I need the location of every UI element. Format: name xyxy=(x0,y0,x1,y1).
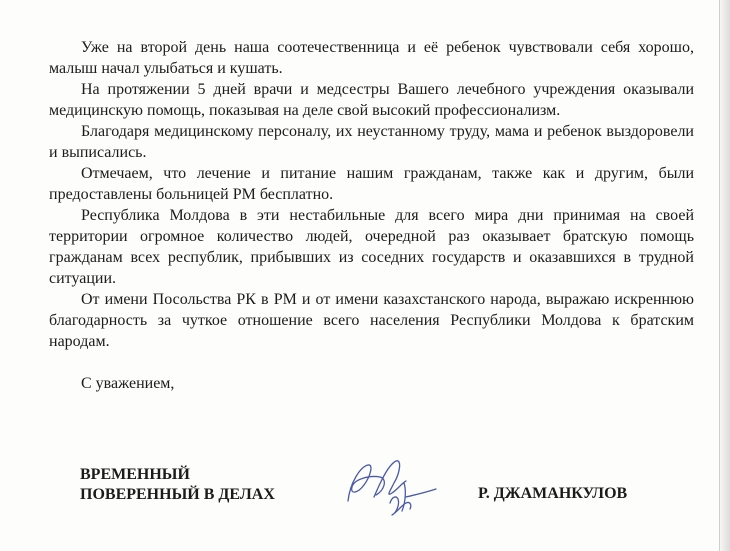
paragraph: От имени Посольства РК в РМ и от имени казахстанского народа, выражаю искреннюю благодарность за чуткое отношение всего населения Республики Молдова к братским народам. xyxy=(49,291,694,350)
letter-body xyxy=(49,37,694,394)
paragraph: Республика Молдова в эти нестабильные для всего мира дни принимая на своей территории огромное количество людей, очередной раз оказывает братскую помощь гражданам всех республик, прибывших из соседних государств и оказавшихся в трудной ситуации. xyxy=(49,207,694,287)
closing-salutation: С уважением, xyxy=(81,375,175,392)
handwritten-signature xyxy=(340,453,440,523)
paragraph: На протяжении 5 дней врачи и медсестры Вашего лечебного учреждения оказывали медицинскую помощь, показывая на деле свой высокий профессионализм. xyxy=(49,81,694,119)
signer-title xyxy=(80,465,275,505)
paragraph: Отмечаем, что лечение и питание нашим гражданам, также как и другим, были предоставлены больницей РМ бесплатно. xyxy=(49,165,694,203)
paragraph: Благодаря медицинскому персоналу, их неустанному труду, мама и ребенок выздоровели и выписались. xyxy=(49,123,694,161)
paragraph: Уже на второй день наша соотечественница и её ребенок чувствовали себя хорошо, малыш начал улыбаться и кушать. xyxy=(49,39,694,77)
signer-title-line-2: ПОВЕРЕННЫЙ В ДЕЛАХ xyxy=(80,486,275,503)
page-edge xyxy=(719,0,730,551)
signer-title-line-1: ВРЕМЕННЫЙ xyxy=(80,466,190,483)
signer-name: Р. ДЖАМАНКУЛОВ xyxy=(478,485,628,502)
